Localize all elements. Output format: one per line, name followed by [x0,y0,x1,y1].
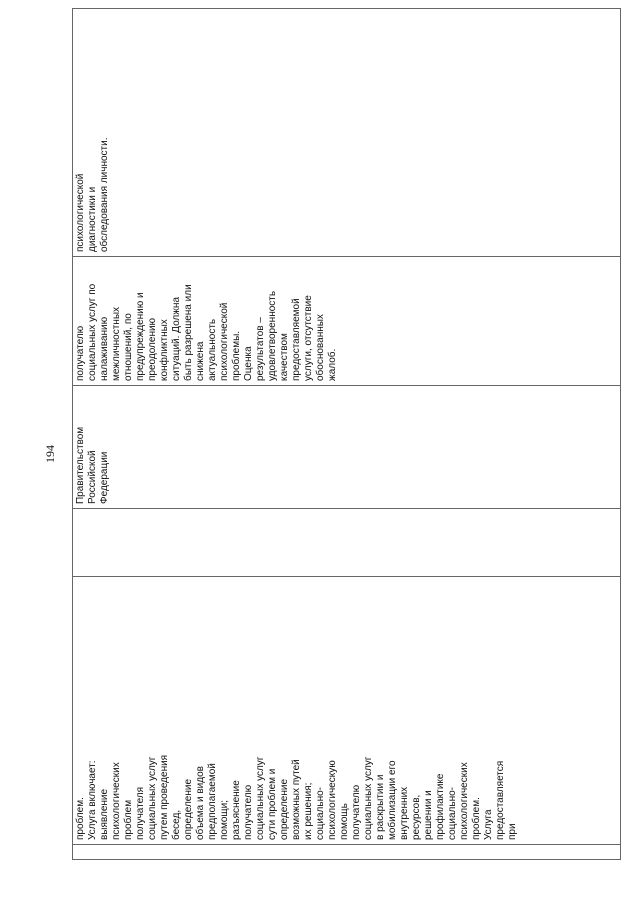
table-cell-authority [73,386,621,509]
table-cell-quality-indicators [73,257,621,386]
service-standard-table [72,8,621,860]
authority-text: Правительством Российской Федерации [75,426,110,504]
table-cell-empty [73,509,621,577]
table-cell-service-description [73,577,621,845]
quality-indicators-text: получателю социальных услуг по налаживанию межличностных отношений, по предупреждению и преодолению конфликтных ситуаций. Должна быть разрешена или снижена актуальность психологической проблемы. Оценка результатов – удовлетворенность качеством предоставляемой услуги, отсутствие обоснованных жалоб. [75,283,338,381]
conditions-text: психологической диагностики и обследования личности. [75,137,110,252]
page-number: 194 [43,445,57,463]
table-cell-empty-first [73,845,621,860]
table-row [73,9,621,860]
table-cell-conditions [73,9,621,257]
rotated-table-container [72,50,621,860]
service-description-text: проблем. Услуга включает: выявление психологических проблем получателя социальных услуг путем проведения бесед, определение объема и видов предполагаемой помощи; разъяснение получателю социальных услуг сути проблем и определение возможных путей их решения; социально- психологическую помощь получателю социальных услуг в раскрытии и мобилизации его внутренних ресурсов, решении и профилактике социально- психологических проблем. Услуга предоставляется при [75,754,518,840]
